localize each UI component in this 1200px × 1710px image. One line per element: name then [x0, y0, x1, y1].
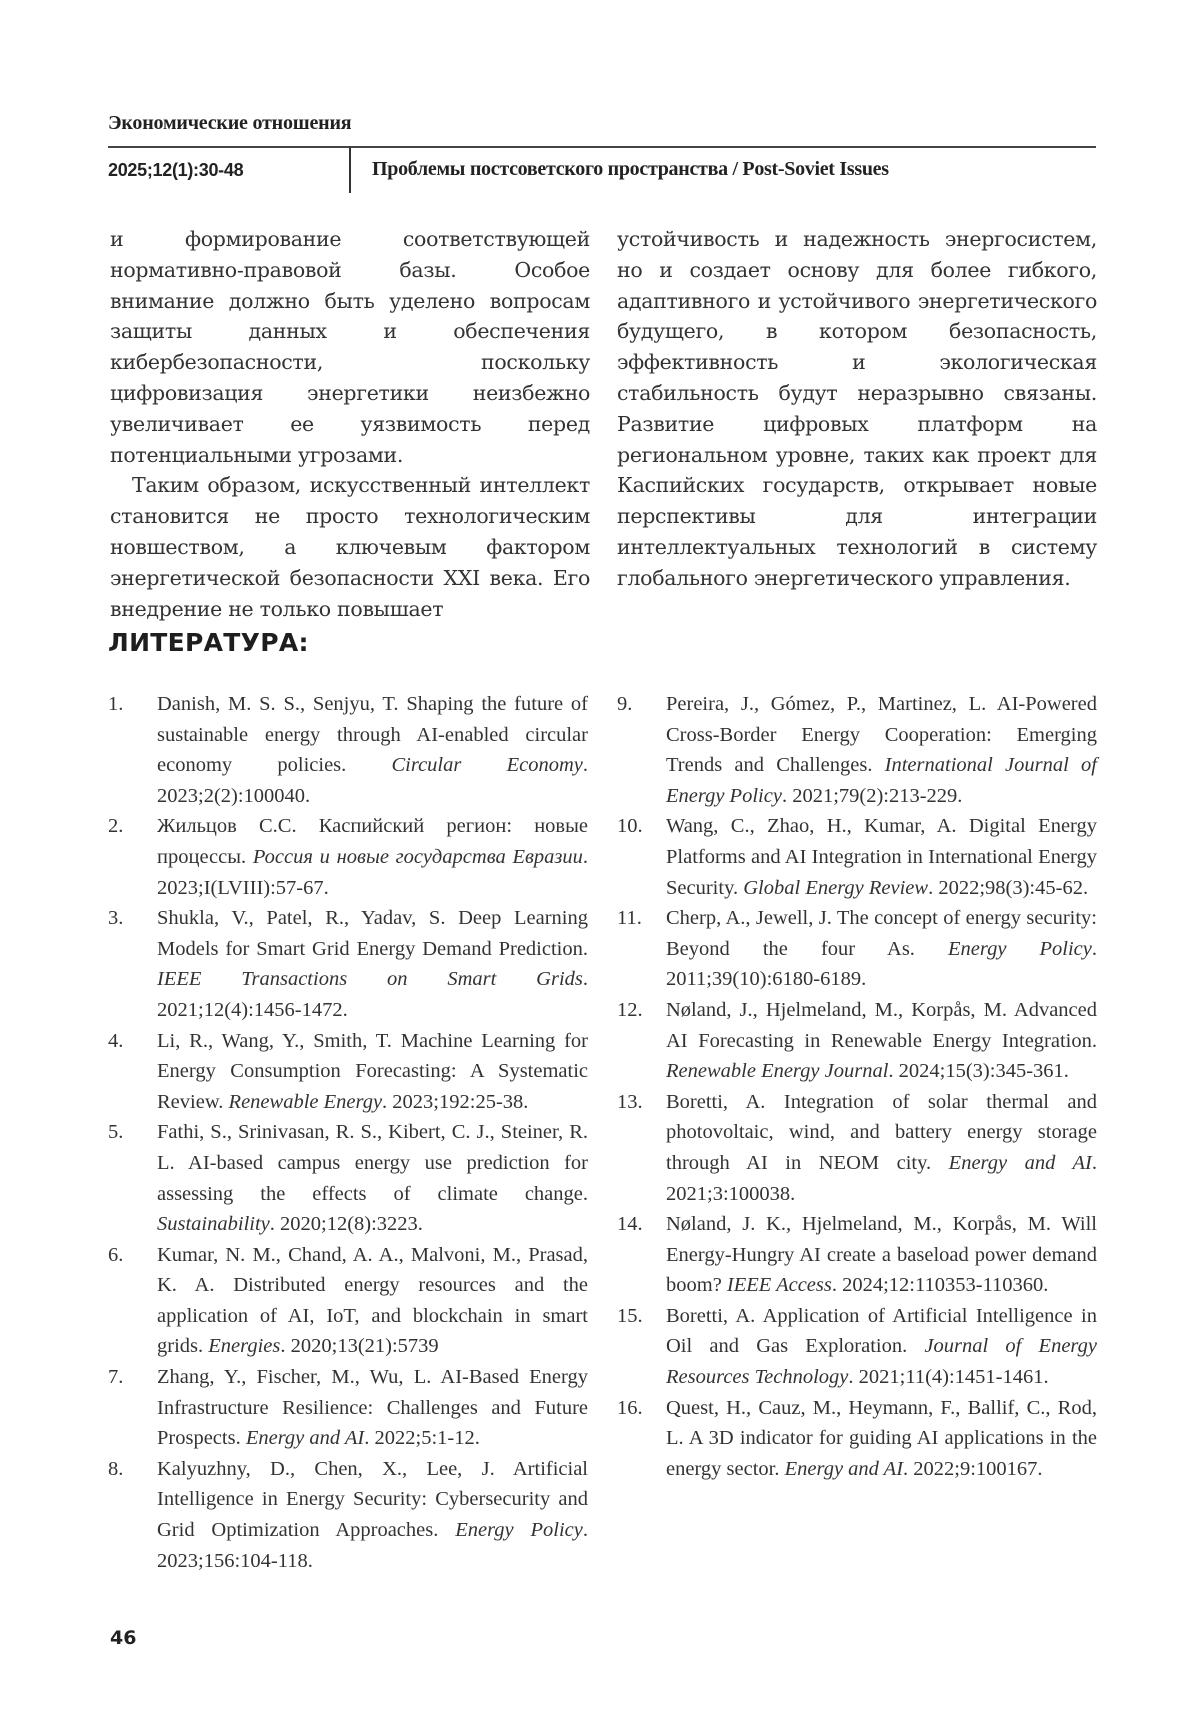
reference-text: Danish, M. S. S., Senjyu, T. Shaping the future of sustainable energy through AI-enabled circular economy policies.: [157, 693, 588, 777]
reference-source: Renewable Energy: [228, 1090, 383, 1113]
reference-item: [108, 1362, 588, 1454]
reference-details: . 2023;192:25-38.: [382, 1090, 529, 1113]
reference-details: . 2023;I(LVIII):57-67.: [157, 845, 588, 899]
reference-details: . 2023;2(2):100040.: [157, 754, 588, 807]
reference-item: [617, 689, 1097, 811]
reference-source: Energies: [208, 1335, 281, 1358]
reference-details: . 2022;98(3):45-62.: [928, 876, 1089, 899]
reference-source: Energy and AI: [245, 1427, 365, 1450]
reference-details: . 2022;5:1-12.: [364, 1427, 480, 1450]
reference-text: Cherp, A., Jewell, J. The concept of energy security: Beyond the four As.: [666, 907, 1097, 960]
reference-source: Journal of Energy Resources Technology: [666, 1335, 1097, 1389]
reference-text: Boretti, A. Application of Artificial Intelligence in Oil and Gas Exploration.: [666, 1304, 1097, 1358]
reference-details: . 2020;13(21):5739: [280, 1335, 439, 1358]
reference-details: . 2021;12(4):1456-1472.: [157, 968, 588, 1021]
reference-source: IEEE Transactions on Smart Grids: [157, 968, 583, 991]
reference-item: [108, 1454, 588, 1576]
reference-item: [108, 1026, 588, 1118]
body-column-right: [617, 224, 1097, 594]
reference-number: 6.: [108, 1243, 124, 1266]
reference-source: Global Energy Review: [743, 876, 929, 899]
reference-number: 16.: [617, 1396, 643, 1419]
reference-text: Boretti, A. Integration of solar thermal and photovoltaic, wind, and battery energy storage through AI in NEOM city.: [666, 1090, 1097, 1174]
reference-details: . 2021;3:100038.: [666, 1151, 1097, 1205]
reference-text: Жильцов С.С. Каспийский регион: новые процессы.: [157, 815, 588, 868]
issue-reference: 2025;12(1):30-48: [108, 160, 244, 180]
reference-number: 2.: [108, 815, 124, 838]
reference-number: 10.: [617, 815, 643, 838]
reference-item: [617, 811, 1097, 903]
reference-source: Renewable Energy Journal: [666, 1060, 889, 1083]
reference-item: [617, 995, 1097, 1087]
reference-source: Energy and AI: [948, 1151, 1092, 1174]
reference-details: . 2024;15(3):345-361.: [888, 1060, 1069, 1083]
reference-text: Kumar, N. M., Chand, A. A., Malvoni, M., Prasad, K. A. Distributed energy resources and the application of AI, IoT, and blockchain in smart grids.: [157, 1243, 588, 1358]
reference-number: 13.: [617, 1090, 643, 1113]
reference-details: . 2022;9:100167.: [903, 1457, 1043, 1480]
reference-details: . 2023;156:104-118.: [157, 1519, 588, 1572]
reference-source: International Journal of Energy Policy: [666, 754, 1097, 807]
reference-number: 4.: [108, 1029, 124, 1052]
reference-source: Sustainability: [157, 1213, 270, 1236]
references-list-right: [617, 689, 1097, 1484]
reference-number: 12.: [617, 998, 643, 1021]
reference-source: Energy and AI: [784, 1457, 904, 1480]
references-heading: ЛИТЕРАТУРА:: [108, 628, 309, 657]
reference-details: . 2020;12(8):3223.: [269, 1213, 423, 1236]
reference-text: Zhang, Y., Fischer, M., Wu, L. AI-Based Energy Infrastructure Resilience: Challenges and Future Prospects.: [157, 1366, 588, 1450]
reference-text: Li, R., Wang, Y., Smith, T. Machine Learning for Energy Consumption Forecasting: A Systematic Review.: [157, 1029, 588, 1113]
reference-details: . 2011;39(10):6180-6189.: [666, 937, 1097, 991]
reference-item: [108, 811, 588, 903]
reference-item: [617, 1301, 1097, 1393]
reference-number: 3.: [108, 907, 124, 930]
reference-text: Nøland, J. K., Hjelmeland, M., Korpås, M. Will Energy-Hungry AI create a baseload power demand boom?: [666, 1213, 1097, 1297]
reference-details: . 2021;11(4):1451-1461.: [848, 1366, 1049, 1389]
reference-text: Pereira, J., Gómez, P., Martinez, L. AI-Powered Cross-Border Energy Cooperation: Emerging Trends and Challenges.: [666, 693, 1097, 777]
reference-source: Energy Policy: [455, 1519, 583, 1542]
reference-source: Energy Policy: [948, 937, 1092, 960]
reference-item: [617, 1209, 1097, 1301]
reference-item: [108, 689, 588, 811]
reference-item: [108, 903, 588, 1025]
reference-source: Circular Economy: [391, 754, 583, 777]
reference-item: [108, 1117, 588, 1239]
reference-number: 11.: [617, 907, 642, 930]
body-column-left: [110, 224, 590, 624]
reference-item: [617, 1087, 1097, 1209]
reference-item: [617, 1393, 1097, 1485]
reference-number: 14.: [617, 1213, 643, 1236]
reference-item: [617, 903, 1097, 995]
page-number: 46: [110, 1627, 137, 1649]
reference-text: Nøland, J., Hjelmeland, M., Korpås, M. Advanced AI Forecasting in Renewable Energy Integration.: [666, 998, 1097, 1052]
reference-number: 5.: [108, 1121, 124, 1144]
reference-text: Wang, C., Zhao, H., Kumar, A. Digital Energy Platforms and AI Integration in International Energy Security.: [666, 815, 1097, 899]
reference-text: Fathi, S., Srinivasan, R. S., Kibert, C. J., Steiner, R. L. AI-based campus energy use prediction for assessing the effects of climate change.: [157, 1121, 588, 1205]
reference-text: Kalyuzhny, D., Chen, X., Lee, J. Artificial Intelligence in Energy Security: Cybersecurity and Grid Optimization Approaches.: [157, 1457, 588, 1542]
header-horizontal-rule: [108, 146, 1096, 148]
reference-details: . 2024;12:110353-110360.: [831, 1274, 1049, 1297]
body-paragraph: Таким образом, искусственный интеллект становится не просто технологическим новшеством, а ключевым фактором энергетической безопасности XXI века. Его внедрение не только повышает: [110, 473, 590, 621]
reference-number: 8.: [108, 1457, 124, 1480]
body-paragraph: и формирование соответствующей нормативно-правовой базы. Особое внимание должно быть уделено вопросам защиты данных и обеспечения кибербезопасности, поскольку цифровизация энергетики неизбежно увеличивает ее уязвимость перед потенциальными угрозами.: [110, 227, 590, 467]
reference-text: Quest, H., Cauz, M., Heymann, F., Ballif, C., Rod, L. A 3D indicator for guiding AI applications in the energy sector.: [666, 1396, 1097, 1480]
journal-title: Проблемы постсоветского пространства / Post-Soviet Issues: [372, 158, 889, 180]
reference-number: 1.: [108, 693, 124, 715]
reference-number: 7.: [108, 1366, 124, 1389]
references-list-left: [108, 689, 588, 1576]
reference-item: [108, 1240, 588, 1362]
reference-number: 9.: [617, 693, 633, 715]
header-vertical-rule: [349, 147, 351, 193]
reference-number: 15.: [617, 1304, 643, 1327]
reference-text: Shukla, V., Patel, R., Yadav, S. Deep Learning Models for Smart Grid Energy Demand Prediction.: [157, 907, 588, 960]
reference-details: . 2021;79(2):213-229.: [781, 784, 963, 807]
reference-source: IEEE Access: [726, 1274, 832, 1297]
section-label: Экономические отношения: [108, 112, 352, 134]
body-paragraph: устойчивость и надежность энергосистем, но и создает основу для более гибкого, адаптивного и устойчивого энергетического будущего, в котором безопасность, эффективность и экологическая стабильность будут неразрывно связаны. Развитие цифровых платформ на региональном уровне, таких как проект для Каспийских государств, открывает новые перспективы для интеграции интеллектуальных технологий в систему глобального энергетического управления.: [617, 227, 1097, 590]
reference-source: Россия и новые государства Евразии: [252, 845, 583, 868]
